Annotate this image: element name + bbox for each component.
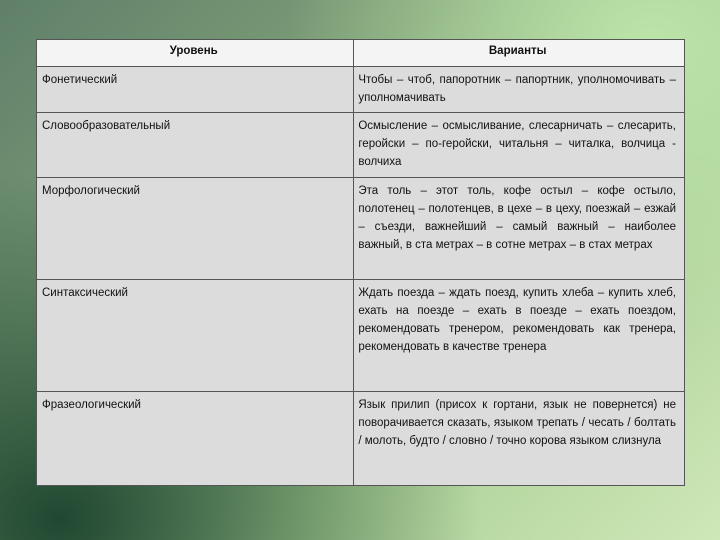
level-cell: Фонетический — [37, 67, 354, 113]
variants-cell: Эта толь – этот толь, кофе остыл – кофе остыло, полотенец – полотенцев, в цехе – в цеху, поезжай – езжай – съезди, важнейший – самый важный – наиболее важный, в ста метрах – в сотне метрах – в стах метрах — [354, 178, 685, 280]
table-row — [37, 67, 685, 113]
header-variants: Варианты — [354, 40, 685, 67]
table-row — [37, 280, 685, 392]
table-header-row — [37, 40, 685, 67]
level-cell: Фразеологический — [37, 392, 354, 486]
variants-cell: Язык прилип (присох к гортани, язык не повернется) не поворачивается сказать, языком трепать / чесать / болтать / молоть, будто / словно / точно корова языком слизнула — [354, 392, 685, 486]
variants-cell: Осмысление – осмысливание, слесарничать – слесарить, геройски – по-геройски, читальня – читалка, волчица - волчиха — [354, 113, 685, 178]
variants-cell: Чтобы – чтоб, папоротник – папортник, уполномочивать – уполномачивать — [354, 67, 685, 113]
table-row — [37, 113, 685, 178]
language-levels-table — [36, 39, 685, 486]
header-level: Уровень — [37, 40, 354, 67]
table-row — [37, 178, 685, 280]
table-row — [37, 392, 685, 486]
level-cell: Словообразовательный — [37, 113, 354, 178]
variants-cell: Ждать поезда – ждать поезд, купить хлеба – купить хлеб, ехать на поезде – ехать в поезде – ехать поездом, рекомендовать тренером, рекомендовать как тренера, рекомендовать в качестве тренера — [354, 280, 685, 392]
level-cell: Синтаксический — [37, 280, 354, 392]
level-cell: Морфологический — [37, 178, 354, 280]
